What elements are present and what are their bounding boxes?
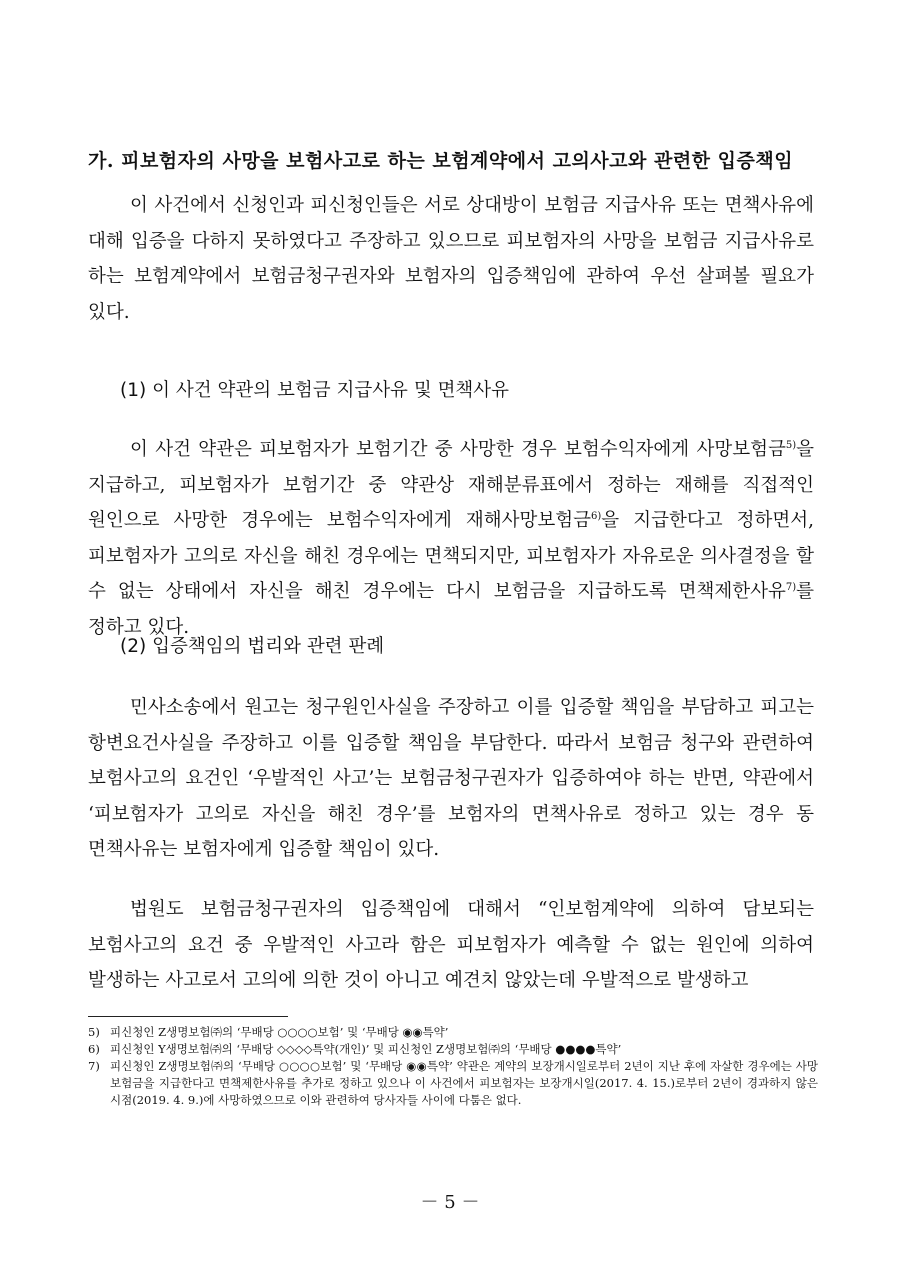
footnote-divider	[88, 1016, 288, 1017]
subsection-1-paragraph	[88, 432, 814, 646]
subsection-1-text-part3: 을 지급한다고 정하면서, 피보험자가 고의로 자신을 해친 경우에는 면책되지만, 피보험자가 자유로운 의사결정을 할 수 없는 상태에서 자신을 해친 경우에는 다시 보험금을 지급하도록 면책제한사유	[88, 510, 814, 603]
footnote-ref-7[interactable]: 7)	[785, 582, 797, 594]
subsection-1-text-part1: 이 사건 약관은 피보험자가 보험기간 중 사망한 경우 보험수익자에게 사망보험금	[130, 439, 786, 460]
footnote-5	[88, 1024, 818, 1041]
footnote-text: 피신청인 Y생명보험㈜의 ‘무배당 ◇◇◇◇특약(개인)’ 및 피신청인 Z생명보험㈜의 ‘무배당 ●●●●특약’	[110, 1042, 622, 1056]
subsection-1-text-part4: 를 정하고 있다.	[88, 581, 814, 638]
subsection-2-paragraph-2: 법원도 보험금청구권자의 입증책임에 대해서 “인보험계약에 의하여 담보되는 보험사고의 요건 중 우발적인 사고라 함은 피보험자가 예측할 수 없는 원인에 의하여 발생하는 사고로서 고의에 의한 것이 아니고 예견치 않았는데 우발적으로 발생하고	[88, 899, 814, 992]
subsection-1-title: (1) 이 사건 약관의 보험금 지급사유 및 면책사유	[120, 380, 510, 401]
footnote-6	[88, 1041, 818, 1058]
footnote-number: 7)	[88, 1059, 100, 1073]
footnote-ref-5[interactable]: 5)	[785, 439, 797, 451]
footnote-7	[88, 1058, 818, 1109]
footnote-number: 5)	[88, 1025, 100, 1039]
footnote-ref-6[interactable]: 6)	[591, 511, 602, 523]
footnote-text: 피신청인 Z생명보험㈜의 ‘무배당 ○○○○보험’ 및 ‘무배당 ◉◉특약’ 약관은 계약의 보장개시일로부터 2년이 지난 후에 자살한 경우에는 사망보험금을 지급한다고 면책제한사유를 추가로 정하고 있으나 이 사건에서 피보험자는 보장개시일(2017. 4. 15.)로부터 2년이 경과하지 않은 시점(2019. 4. 9.)에 사망하였으므로 이와 관련하여 당사자들 사이에 다툼은 없다.	[110, 1059, 818, 1107]
section-heading: 가. 피보험자의 사망을 보험사고로 하는 보험계약에서 고의사고와 관련한 입증책임	[88, 150, 794, 172]
footnote-number: 6)	[88, 1042, 100, 1056]
footnotes	[88, 1024, 818, 1109]
subsection-2-paragraph-1: 민사소송에서 원고는 청구원인사실을 주장하고 이를 입증할 책임을 부담하고 피고는 항변요건사실을 주장하고 이를 입증할 책임을 부담한다. 따라서 보험금 청구와 관련하여 보험사고의 요건인 ‘우발적인 사고’는 보험금청구권자가 입증하여야 하는 반면, 약관에서 ‘피보험자가 고의로 자신을 해친 경우’를 보험자의 면책사유로 정하고 있는 경우 동 면책사유는 보험자에게 입증할 책임이 있다.	[88, 697, 814, 861]
footnote-text: 피신청인 Z생명보험㈜의 ‘무배당 ○○○○보험’ 및 ‘무배당 ◉◉특약’	[110, 1025, 449, 1039]
intro-paragraph: 이 사건에서 신청인과 피신청인들은 서로 상대방이 보험금 지급사유 또는 면책사유에 대해 입증을 다하지 못하였다고 주장하고 있으므로 피보험자의 사망을 보험금 지급사유로 하는 보험계약에서 보험금청구권자와 보험자의 입증책임에 관하여 우선 살펴볼 필요가 있다.	[88, 195, 814, 323]
page-number: － 5 －	[420, 1192, 480, 1213]
subsection-2-title: (2) 입증책임의 법리와 관련 판례	[120, 636, 385, 657]
subsection-1-text-part2: 을 지급하고, 피보험자가 보험기간 중 약관상 재해분류표에서 정하는 재해를 직접적인 원인으로 사망한 경우에는 보험수익자에게 재해사망보험금	[88, 439, 814, 532]
